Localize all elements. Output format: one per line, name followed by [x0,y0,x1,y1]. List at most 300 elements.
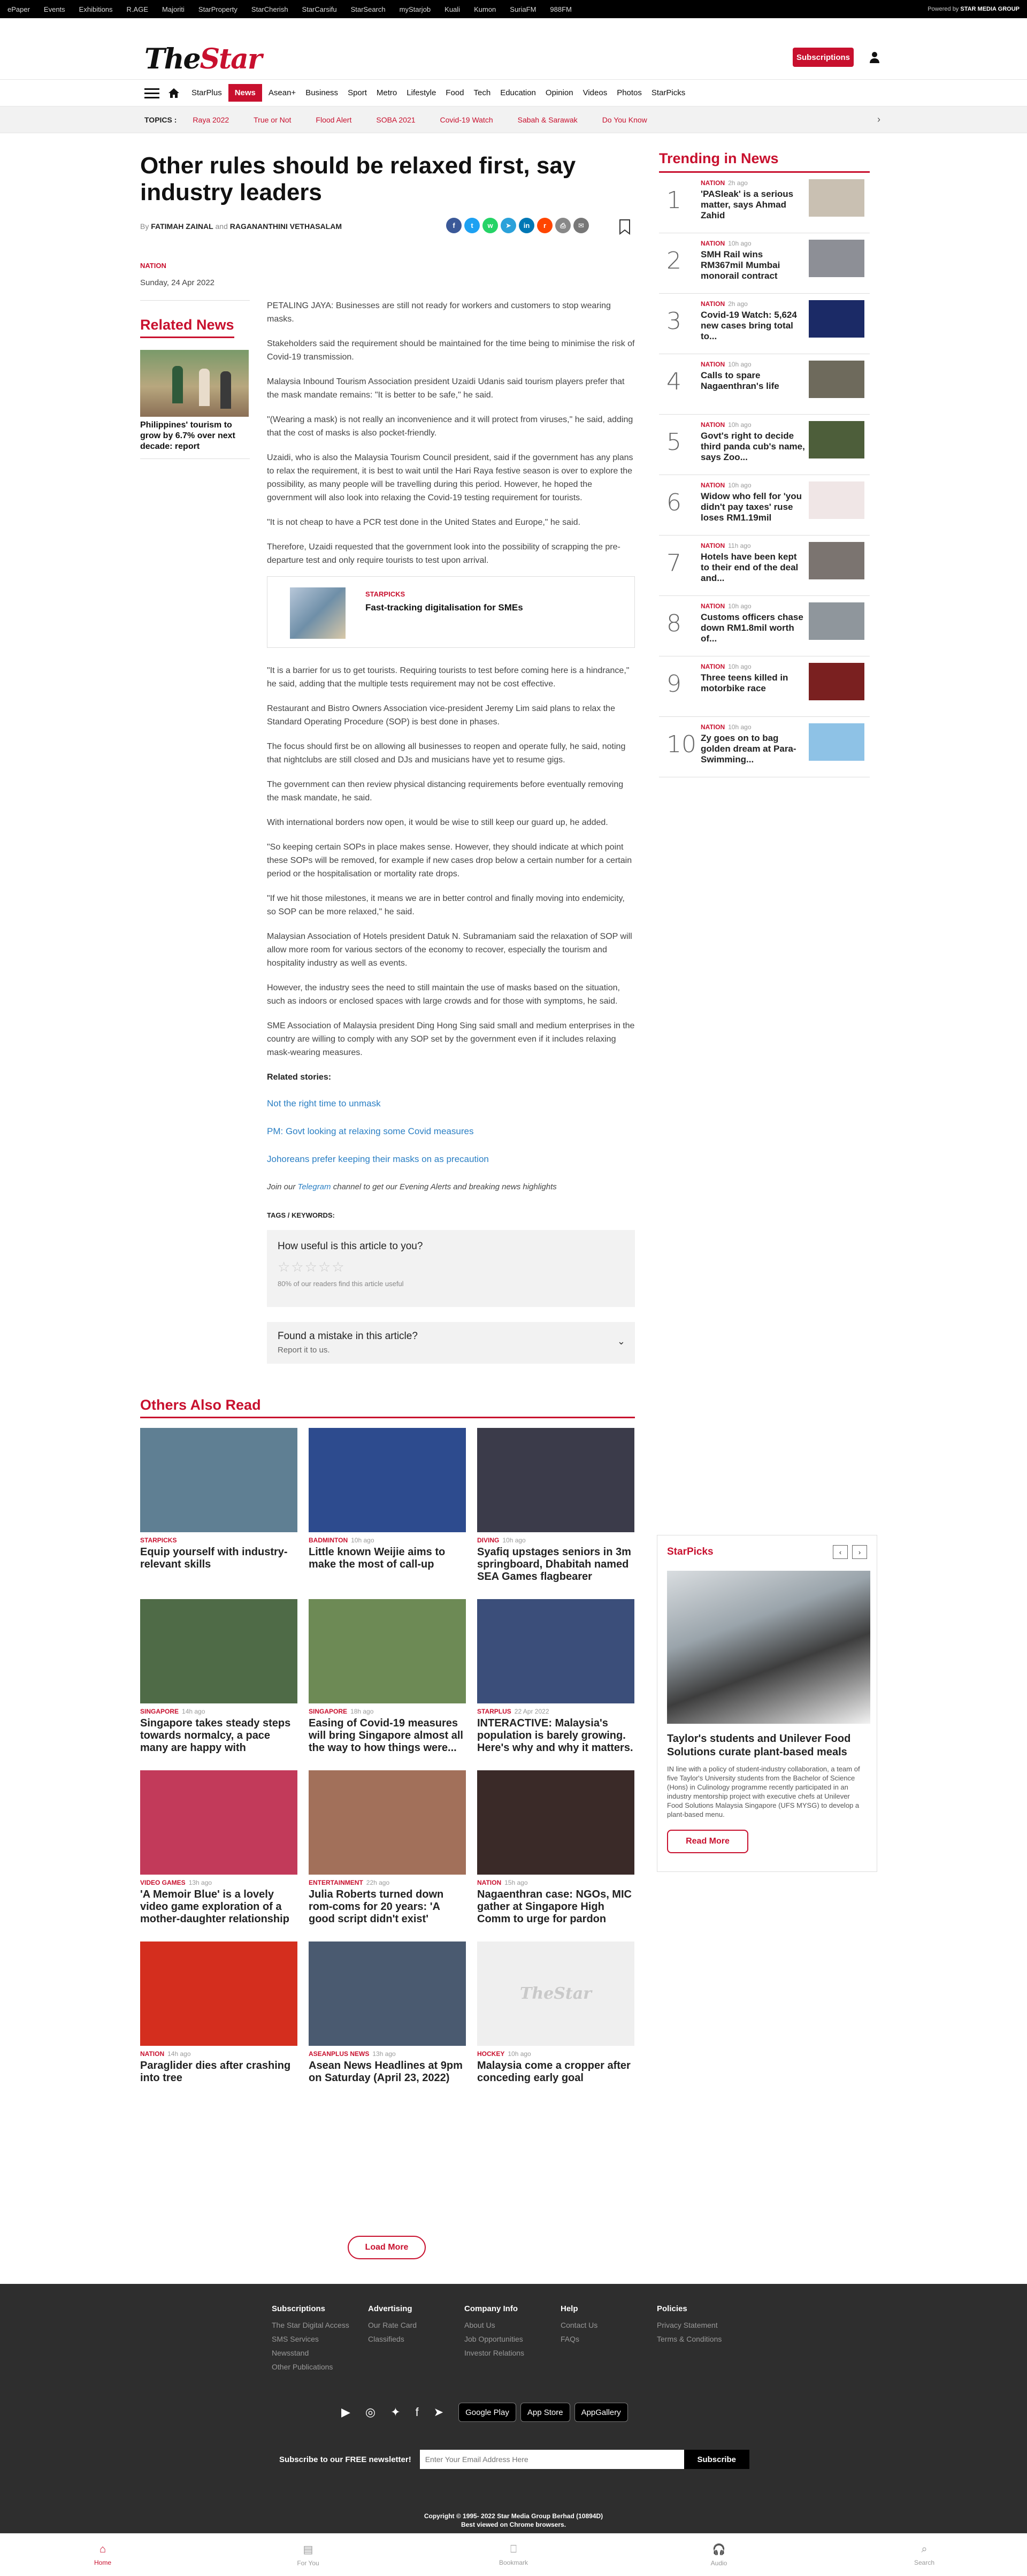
trending-thumbnail[interactable] [809,300,864,338]
bottom-tab-label: Audio [710,2559,727,2567]
chevron-right-icon[interactable]: › [852,1545,867,1559]
footer-column [657,2304,753,2376]
trending-time: 10h ago [728,663,752,670]
powered-by [928,6,1020,12]
article-card-time: 13h ago [188,1879,212,1886]
article-card-time: 15h ago [504,1879,528,1886]
reddit-share-icon[interactable]: r [537,218,553,233]
youtube-icon[interactable]: ▶ [341,2405,350,2419]
trending-thumbnail[interactable] [809,602,864,640]
thestar-logo[interactable] [144,43,261,75]
article-paragraph: However, the industry sees the need to still maintain the use of masks based on the situation, such as indoors or enclosed spaces with large crowds and for those with symptoms, he said. [267,983,620,1006]
byline-and: and [215,222,228,231]
nav-item-sport[interactable]: Sport [348,88,367,97]
bottom-tab-label: Bookmark [499,2559,528,2566]
article-paragraph: "It is not cheap to have a PCR test done in the United States and Europe," he said. [267,518,580,527]
chevron-right-icon[interactable]: › [877,114,880,125]
trending-time: 10h ago [728,481,752,489]
promo-tag: STARPICKS [365,590,405,598]
article-card-title[interactable]: Singapore takes steady steps towards normalcy, a pace many are happy with [140,1717,291,1754]
nav-item-business[interactable]: Business [305,88,339,97]
chevron-down-icon[interactable]: ⌄ [617,1336,625,1347]
article-card-title[interactable]: Malaysia come a cropper after conceding early goal [477,2060,631,2084]
article-card[interactable] [140,1770,297,1941]
footer-column [464,2304,561,2376]
starpicks-promo[interactable] [267,576,635,648]
article-paragraph: "(Wearing a mask) is not really an inconvenience and it will protect from viruses," he said, adding that the cost of masks is also pocket-friendly. [267,415,633,438]
trending-heading: Trending in News [659,150,870,173]
footer-link[interactable]: Newsstand [272,2349,309,2357]
article-card-time: 10h ago [502,1537,526,1544]
email-icon[interactable]: ✉ [573,218,589,233]
article-card-title[interactable]: Julia Roberts turned down rom-coms for 20 years: 'A good script didn't exist' [309,1889,444,1925]
footer-link[interactable]: FAQs [561,2335,580,2343]
trending-category: NATION 2h ago [701,179,748,187]
article-card-title[interactable]: 'A Memoir Blue' is a lovely video game exploration of a mother-daughter relationship [140,1889,289,1925]
masthead [0,18,1027,80]
trending-time: 2h ago [728,300,748,308]
topic-link[interactable]: SOBA 2021 [376,115,416,124]
trending-category: NATION 10h ago [701,602,752,610]
mistake-question: Found a mistake in this article? [278,1331,418,1342]
network-link[interactable]: Exhibitions [79,5,113,13]
trending-thumbnail[interactable] [809,361,864,398]
related-news-heading: Related News [140,317,234,338]
footer-link[interactable]: Terms & Conditions [657,2335,722,2343]
category-label[interactable]: NATION [140,262,166,270]
article-paragraph: Uzaidi, who is also the Malaysia Tourism Council president, said if the government has any plans to relax the requirement, it is best to wait until the Hari Raya festive season is over to explore the possibility, as many people will be travelling during this period. However, he hoped the government will also look into relaxing the Covid-19 testing requirement for tourists. [267,453,633,502]
network-link[interactable]: ePaper [7,5,30,13]
telegram-icon[interactable]: ➤ [433,2405,444,2419]
network-link[interactable]: StarCarsifu [302,5,337,13]
nav-item-lifestyle[interactable]: Lifestyle [407,88,436,97]
nav-item-metro[interactable]: Metro [376,88,397,97]
print-icon[interactable]: ⎙ [555,218,571,233]
article-paragraphs [267,299,635,567]
newsletter-signup [279,2450,749,2469]
app-store-badge[interactable]: Google Play [458,2403,516,2422]
starpicks-title[interactable]: Taylor's students and Unilever Food Solutions curate plant-based meals [667,1733,851,1758]
topic-link[interactable]: Sabah & Sarawak [517,115,578,124]
bottom-tab-label: For You [297,2559,319,2567]
trending-time: 10h ago [728,361,752,368]
network-link[interactable]: Kumon [474,5,496,13]
facebook-share-icon[interactable]: f [446,218,462,233]
trending-thumbnail[interactable] [809,481,864,519]
article-paragraph: Stakeholders said the requirement should be maintained for the time being to minimise the risk of Covid-19 transmission. [267,339,635,362]
article-card-title[interactable]: Equip yourself with industry-relevant skills [140,1546,288,1570]
search-icon: ⌕ [921,2543,928,2555]
author-name[interactable]: FATIMAH ZAINAL [151,222,213,231]
trending-title[interactable]: Calls to spare Nagaenthran's life [701,370,779,391]
nav-item-videos[interactable]: Videos [583,88,608,97]
related-story-link[interactable]: Not the right time to unmask [267,1098,381,1109]
bottom-tab-bookmark[interactable] [411,2534,616,2576]
trending-title[interactable]: Govt's right to decide third panda cub's name, says Zoo... [701,431,805,462]
trending-title[interactable]: Three teens killed in motorbike race [701,672,788,693]
footer-column-heading: Policies [657,2304,687,2313]
article-card[interactable] [477,1599,634,1770]
article-card-image[interactable] [309,1599,466,1703]
related-stories-label: Related stories: [267,1073,332,1082]
footer-column [368,2304,464,2376]
starpicks-widget [657,1535,877,1872]
social-links [341,2403,628,2422]
for-you-icon: ▤ [303,2544,313,2556]
article-card[interactable] [309,1770,466,1941]
related-story-link[interactable]: PM: Govt looking at relaxing some Covid measures [267,1126,474,1136]
article-card-image[interactable] [309,1941,466,2046]
usefulness-question: How useful is this article to you? [278,1241,423,1252]
article-card-title[interactable]: Nagaenthran case: NGOs, MIC gather at Singapore High Comm to urge for pardon [477,1889,632,1925]
article-paragraph: "So keeping certain SOPs in place makes sense. However, they should indicate at which point these SOPs will be removed, for example if new cases drop below a certain number for a certain period or the hospitalisation or mortality rate drops. [267,843,632,878]
article-card-time: 22 Apr 2022 [514,1708,549,1715]
others-grid [140,1428,635,2113]
nav-item-education[interactable]: Education [500,88,536,97]
trending-time: 10h ago [728,723,752,731]
article-card-image[interactable] [140,1599,297,1703]
home-icon: ⌂ [99,2543,106,2555]
telegram-prefix: Join our [267,1182,296,1191]
article-card-image[interactable] [140,1770,297,1875]
trending-rank: 6 [666,489,681,516]
topic-items [193,116,671,124]
starpicks-image[interactable] [667,1571,870,1724]
trending-rank: 5 [666,429,681,456]
mistake-subtext: Report it to us. [278,1346,330,1355]
trending-title[interactable]: SMH Rail wins RM367mil Mumbai monorail contract [701,249,780,281]
footer-link[interactable]: About Us [464,2321,495,2329]
trending-rank: 3 [666,308,681,335]
rating-stars[interactable]: ☆☆☆☆☆ [278,1259,346,1275]
article-card-category: DIVING 10h ago [477,1537,526,1544]
article-card-time: 14h ago [182,1708,205,1715]
article-paragraph: With international borders now open, it would be wise to still keep our guard up, he added. [267,818,608,827]
trending-rank: 2 [666,247,681,274]
article-card-image[interactable] [140,1428,297,1532]
related-story-links [267,1097,635,1166]
article-card-image[interactable] [477,1428,634,1532]
footer-link[interactable]: Job Opportunities [464,2335,523,2343]
related-news-image[interactable] [140,350,249,417]
byline-by: By [140,222,149,231]
nav-item-tech[interactable]: Tech [473,88,491,97]
article-card-category: NATION 15h ago [477,1879,528,1886]
trending-thumbnail[interactable] [809,240,864,277]
trending-time: 10h ago [728,240,752,247]
article-paragraph: Malaysia Inbound Tourism Association president Uzaidi Udanis said tourism players prefer that the mask mandate remains: "It is better to be safe," he said. [267,377,625,400]
footer-link[interactable]: SMS Services [272,2335,319,2343]
article-paragraph: Therefore, Uzaidi requested that the government look into the possibility of scrapping the pre-departure test and only require tourists to test upon arrival. [267,542,620,565]
article-paragraph: Malaysian Association of Hotels president Datuk N. Subramaniam said the relaxation of SOP will allow more room for various sectors of the economy to recover, especially the tourism and hospitality industry as well as events. [267,932,632,968]
newsletter-subscribe-button[interactable]: Subscribe [684,2450,749,2469]
trending-thumbnail[interactable] [809,663,864,700]
promo-title: Fast-tracking digitalisation for SMEs [365,602,523,613]
footer-column-heading: Subscriptions [272,2304,326,2313]
article-card-category: STARPLUS 22 Apr 2022 [477,1708,549,1715]
nav-item-photos[interactable]: Photos [617,88,642,97]
article-card-image[interactable] [309,1770,466,1875]
network-bar [0,0,1027,18]
logo-star: Star [200,43,262,75]
trending-rank: 1 [666,187,681,214]
article-meta [140,262,250,459]
copyright-text: Copyright © 1995- 2022 Star Media Group Berhad (10894D) [424,2512,603,2520]
trending-category: NATION 10h ago [701,663,752,670]
related-story-link[interactable]: Johoreans prefer keeping their masks on as precaution [267,1154,489,1164]
network-link[interactable]: StarSearch [350,5,386,13]
trending-rank: 7 [666,549,681,577]
network-link[interactable]: SuriaFM [510,5,537,13]
bookmark-icon: ⎕ [510,2543,517,2555]
bottom-tab-foryou[interactable] [205,2534,411,2576]
usefulness-percent: 80% of our readers find this article useful [278,1280,404,1288]
linkedin-share-icon[interactable]: in [519,218,534,233]
article-card[interactable] [477,1428,634,1599]
topic-link[interactable]: Covid-19 Watch [440,115,493,124]
article-card-title[interactable]: Paraglider dies after crashing into tree [140,2060,291,2084]
article-card-time: 10h ago [508,2050,531,2058]
footer-link[interactable]: Investor Relations [464,2349,525,2357]
article-card[interactable] [309,1599,466,1770]
footer [0,2284,1027,2533]
related-news-title[interactable]: Philippines' tourism to grow by 6.7% over next decade: report [140,420,250,459]
article-paragraph: "It is a barrier for us to get tourists. Requiring tourists to test before coming here is a hindrance," he said, adding that the multiple tests requirement may not be cost effective. [267,666,630,689]
chevron-left-icon[interactable]: ‹ [833,1545,848,1559]
footer-link[interactable]: Privacy Statement [657,2321,718,2329]
trending-item[interactable] [659,475,870,536]
topic-link[interactable]: True or Not [254,115,292,124]
article-card[interactable] [477,1770,634,1941]
hamburger-menu-icon[interactable] [144,88,159,98]
twitter-icon[interactable]: ✦ [390,2405,401,2419]
read-more-button[interactable]: Read More [667,1830,748,1853]
nav-item-food[interactable]: Food [446,88,464,97]
starpicks-text: IN line with a policy of student-industry collaboration, a team of five Taylor's University students from the Bachelor of Science (Hons) in Culinology programme recently participated in an industry mentorship project with executive chefs at Unilever Food Solutions Malaysia Singapore (UFS MYSG) to develop a plant-based menu. [667,1765,860,1818]
subscriptions-button[interactable]: Subscriptions [793,48,854,67]
sidebar [659,133,870,777]
trending-title[interactable]: Zy goes on to bag golden dream at Para-Swimming... [701,733,796,765]
article-card-category: ENTERTAINMENT 22h ago [309,1879,390,1886]
article-card-category: ASEANPLUS NEWS 13h ago [309,2050,396,2058]
app-store-badges [465,2403,628,2422]
topics-bar [0,106,1027,133]
article-paragraphs [267,664,635,1059]
article-date: Sunday, 24 Apr 2022 [140,278,250,301]
article-card-image[interactable] [477,1599,634,1703]
footer-link[interactable]: Other Publications [272,2363,333,2371]
trending-rank: 9 [666,670,681,698]
footer-link[interactable]: Our Rate Card [368,2321,417,2329]
bottom-tab-label: Search [914,2559,935,2566]
network-link[interactable]: R.AGE [126,5,149,13]
article-card[interactable] [309,1428,466,1599]
article-headline: Other rules should be relaxed first, say industry leaders [140,152,576,205]
trending-time: 10h ago [728,421,752,429]
trending-item[interactable] [659,233,870,294]
network-link[interactable]: Majoriti [162,5,185,13]
load-more-button[interactable]: Load More [348,2236,426,2259]
article-card-image[interactable] [477,1941,634,2046]
bottom-tab-search[interactable] [822,2534,1027,2576]
powered-brand: STAR MEDIA GROUP [960,6,1020,12]
network-links [7,5,572,13]
trending-rank: 4 [666,368,681,395]
article-paragraph: The government can then review physical distancing requirements before eventually removing the mask mandate, he said. [267,780,624,802]
others-also-read-heading: Others Also Read [140,1397,635,1418]
footer-column [561,2304,657,2376]
trending-item[interactable] [659,596,870,656]
author-name[interactable]: RAGANANTHINI VETHASALAM [229,222,342,231]
nav-item-starplus[interactable]: StarPlus [191,88,222,97]
trending-item[interactable] [659,173,870,233]
starpicks-nav [833,1545,867,1559]
article-body [267,299,635,1241]
promo-thumbnail [290,587,346,639]
usefulness-box [267,1230,635,1307]
app-store-badge[interactable]: AppGallery [574,2403,628,2422]
trending-title[interactable]: Customs officers chase down RM1.8mil worth of... [701,612,803,644]
article-card-category: STARPICKS [140,1537,177,1544]
network-link[interactable]: StarCherish [251,5,288,13]
telegram-note [267,1180,635,1194]
home-icon[interactable] [168,88,180,98]
article-card[interactable] [309,1941,466,2113]
bottom-app-bar [0,2533,1027,2576]
trending-thumbnail[interactable] [809,542,864,579]
telegram-share-icon[interactable]: ➤ [501,218,516,233]
article-card-category: VIDEO GAMES 13h ago [140,1879,212,1886]
footer-column [272,2304,368,2376]
article-card-title[interactable]: INTERACTIVE: Malaysia's population is barely growing. Here's why and why it matters. [477,1717,633,1754]
footer-link[interactable]: The Star Digital Access [272,2321,349,2329]
article-paragraph: Restaurant and Bistro Owners Association vice-president Jeremy Lim said plans to relax the Standard Operating Procedure (SOP) is best done in phases. [267,704,615,727]
nav-items [191,84,695,102]
article-card-title[interactable]: Syafiq upstages seniors in 3m springboard, Dhabitah named SEA Games flagbearer [477,1546,631,1583]
share-bar [446,218,589,233]
article-card-category: SINGAPORE 18h ago [309,1708,374,1715]
byline [140,222,635,243]
article-card-time: 18h ago [350,1708,374,1715]
trending-rank: 10 [666,731,696,758]
trending-thumbnail[interactable] [809,723,864,761]
bottom-tab-audio[interactable] [616,2534,822,2576]
newsletter-email-input[interactable] [420,2450,684,2469]
article-card-time: 13h ago [372,2050,396,2058]
copyright [0,2512,1027,2529]
trending-thumbnail[interactable] [809,179,864,217]
logo-the: The [144,43,200,75]
nav-item-asean[interactable]: Asean+ [268,88,296,97]
article-card-title[interactable]: Easing of Covid-19 measures will bring Singapore almost all the way to how things were... [309,1717,463,1754]
trending-time: 10h ago [728,602,752,610]
powered-prefix: Powered by [928,6,959,12]
article-card[interactable] [140,1941,297,2113]
footer-link[interactable]: Classifieds [368,2335,404,2343]
article-card-image[interactable] [477,1770,634,1875]
article-card-time: 22h ago [366,1879,390,1886]
nav-item-opinion[interactable]: Opinion [545,88,573,97]
article-card-time: 14h ago [167,2050,191,2058]
network-link[interactable]: Kuali [444,5,461,13]
trending-item[interactable] [659,294,870,354]
nav-item-news[interactable]: News [228,84,262,102]
network-link[interactable]: StarProperty [198,5,237,13]
nav-item-starpicks[interactable]: StarPicks [651,88,686,97]
trending-thumbnail[interactable] [809,421,864,458]
article-card[interactable] [140,1428,297,1599]
headphones-icon: 🎧 [712,2544,726,2556]
trending-title[interactable]: 'PASleak' is a serious matter, says Ahmad Zahid [701,189,794,220]
trending-title[interactable]: Hotels have been kept to their end of the deal and... [701,552,799,583]
trending-title[interactable]: Widow who fell for 'you didn't pay taxes' ruse loses RM1.19mil [701,491,802,523]
instagram-icon[interactable]: ◎ [365,2405,376,2419]
bottom-tab-home[interactable] [0,2534,205,2576]
best-viewed-text: Best viewed on Chrome browsers. [461,2521,566,2528]
footer-column-heading: Advertising [368,2304,412,2313]
newsletter-label: Subscribe to our FREE newsletter! [279,2455,411,2464]
article-paragraph: "If we hit those milestones, it means we are in better control and finally moving into endemicity, so SOP can be more relaxed," he said. [267,894,625,916]
article-card-title[interactable]: Asean News Headlines at 9pm on Saturday (April 23, 2022) [309,2060,463,2084]
article-card-category: HOCKEY 10h ago [477,2050,531,2058]
trending-category: NATION 10h ago [701,421,752,429]
bottom-tab-label: Home [94,2559,111,2566]
trending-title[interactable]: Covid-19 Watch: 5,624 new cases bring total to... [701,310,797,341]
report-mistake-box[interactable] [267,1322,635,1364]
network-link[interactable]: 988FM [550,5,572,13]
article-card-title[interactable]: Little known Weijie aims to make the most of call-up [309,1546,446,1570]
trending-category: NATION 10h ago [701,723,752,731]
twitter-share-icon[interactable]: t [464,218,480,233]
article-card[interactable] [477,1941,634,2113]
whatsapp-share-icon[interactable]: w [482,218,498,233]
article-card-image[interactable] [140,1941,297,2046]
trending-category: NATION 11h ago [701,542,751,549]
trending-time: 2h ago [728,179,748,187]
topic-link[interactable]: Raya 2022 [193,115,229,124]
bookmark-icon[interactable] [619,219,631,235]
article-card-time: 10h ago [351,1537,374,1544]
trending-item[interactable] [659,415,870,475]
topic-link[interactable]: Flood Alert [316,115,352,124]
trending-rank: 8 [666,610,681,637]
article-card-category: SINGAPORE 14h ago [140,1708,205,1715]
trending-category: NATION 10h ago [701,240,752,247]
facebook-icon[interactable]: f [415,2405,419,2419]
article-card-image[interactable] [309,1428,466,1532]
topic-link[interactable]: Do You Know [602,115,647,124]
trending-item[interactable] [659,354,870,415]
network-link[interactable]: myStarjob [399,5,431,13]
article-paragraph: SME Association of Malaysia president Ding Hong Sing said small and medium enterprises in the country are willing to comply with any SOP set by the government even if it includes relaxing mask-wearing measures. [267,1021,635,1057]
article-card-category: BADMINTON 10h ago [309,1537,374,1544]
app-store-badge[interactable]: App Store [520,2403,570,2422]
topics-label: TOPICS : [144,115,177,124]
trending-category: NATION 2h ago [701,300,748,308]
telegram-link[interactable]: Telegram [297,1182,331,1191]
article-paragraph: The focus should first be on allowing all businesses to reopen and operate fully, he said, noting that nightclubs are still closed and DJs and musicians have yet to resume gigs. [267,742,626,765]
telegram-suffix: channel to get our Evening Alerts and breaking news highlights [333,1182,557,1191]
network-link[interactable]: Events [43,5,65,13]
trending-item[interactable] [659,536,870,596]
trending-time: 11h ago [728,542,751,549]
user-icon[interactable] [869,51,880,63]
article-card[interactable] [140,1599,297,1770]
footer-link[interactable]: Contact Us [561,2321,598,2329]
trending-item[interactable] [659,717,870,777]
trending-item[interactable] [659,656,870,717]
footer-columns [272,2304,753,2376]
